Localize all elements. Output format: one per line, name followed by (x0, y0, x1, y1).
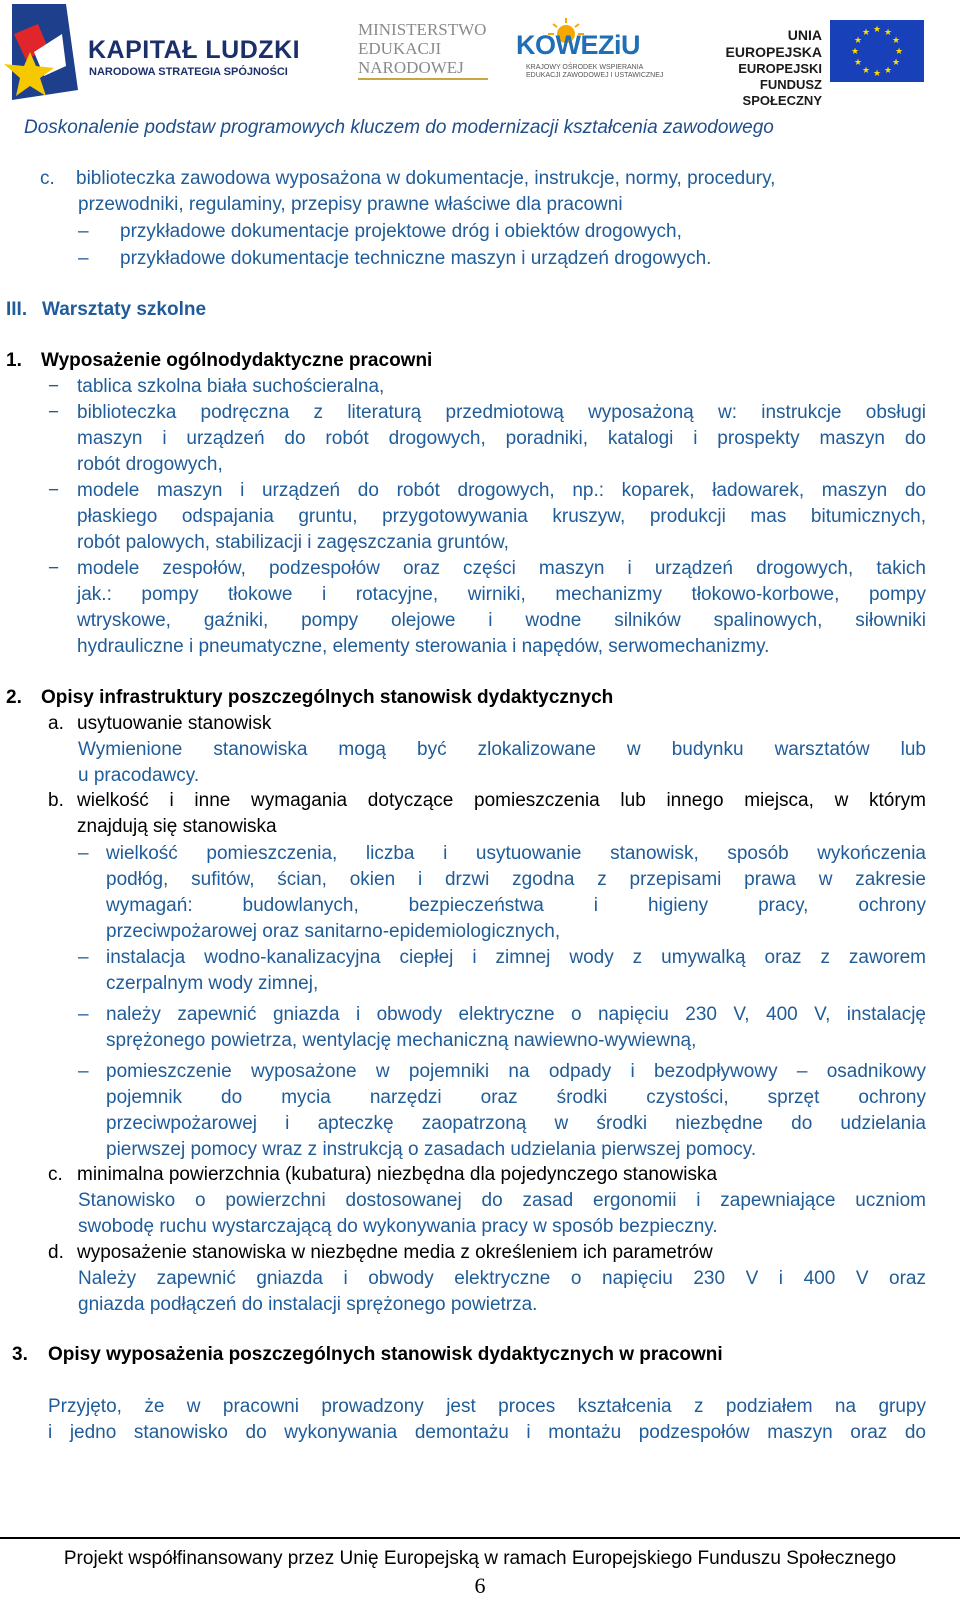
point-1-marker: 1. (6, 350, 22, 371)
svg-text:★: ★ (861, 28, 871, 38)
kapital-ludzki-subtitle: NARODOWA STRATEGIA SPÓJNOŚCI (89, 66, 288, 78)
point-2-b-marker: b. (48, 790, 64, 811)
section-c-line-1: biblioteczka zawodowa wyposażona w dokumentacje, instrukcje, normy, procedury, (76, 168, 776, 189)
point-1-bullet-3-line-1: modele maszyn i urządzeń do robót drogowych, np.: koparek, ładowarek, maszyn do (77, 480, 926, 501)
footer-rule (0, 1537, 960, 1539)
point-3-title: Opisy wyposażenia poszczególnych stanowisk dydaktycznych w pracowni (48, 1344, 723, 1365)
point-1-title: Wyposażenie ogólnodydaktyczne pracowni (41, 350, 433, 371)
dash-marker: – (78, 843, 89, 864)
dash-marker: – (78, 947, 89, 968)
dash-marker: – (78, 221, 89, 242)
koweziu-sub-line-1: KRAJOWY OŚRODEK WSPIERANIA (526, 64, 644, 71)
point-2-a-marker: a. (48, 713, 64, 734)
point-2-c-marker: c. (48, 1164, 63, 1185)
point-3-text-line-1: Przyjęto, że w pracowni prowadzony jest proces kształcenia z podziałem na grupy (48, 1396, 926, 1417)
header-logos (0, 0, 960, 110)
men-underline (358, 78, 488, 80)
dash-marker: – (78, 248, 89, 269)
point-1-bullet-4-line-4: hydrauliczne i pneumatyczne, elementy sterowania i napędów, serwomechanizmy. (77, 636, 770, 657)
point-1-bullet-4-line-2: jak.: pompy tłokowe i rotacyjne, wirniki, mechanizmy tłokowo-korbowe, pompy (77, 584, 926, 605)
point-2-d-text-line-1: Należy zapewnić gniazda i obwody elektryczne o napięciu 230 V i 400 V oraz (78, 1268, 926, 1289)
kapital-ludzki-title: KAPITAŁ LUDZKI (88, 36, 301, 64)
dash-marker: − (48, 558, 60, 579)
point-2-title: Opisy infrastruktury poszczególnych stanowisk dydaktycznych (41, 687, 614, 708)
svg-text:★: ★ (883, 28, 893, 38)
eu-line-3: FUNDUSZ SPOŁECZNY (742, 77, 822, 108)
point-2-a-title: usytuowanie stanowisk (77, 713, 272, 734)
point-2-b-item-3-line-2: sprężonego powietrza, wentylację mechaniczną nawiewno-wywiewną, (106, 1030, 697, 1051)
point-2-d-title: wyposażenie stanowiska w niezbędne media z określeniem ich parametrów (77, 1242, 713, 1263)
point-1-bullet-2-line-1: biblioteczka podręczna z literaturą przedmiotową wyposażoną w: instrukcje obsługi (77, 402, 926, 423)
footer-text: Projekt współfinansowany przez Unię Europejską w ramach Europejskiego Funduszu Społecznego (63, 1548, 897, 1569)
point-2-c-title: minimalna powierzchnia (kubatura) niezbędna dla pojedynczego stanowiska (77, 1164, 718, 1185)
section-c-marker: c. (40, 168, 55, 189)
point-2-b-item-4-line-3: przeciwpożarowej i apteczkę zaopatrzoną w środki niezbędne do udzielania (106, 1113, 926, 1134)
men-line-2: EDUKACJI (358, 39, 442, 58)
svg-text:★: ★ (872, 25, 882, 35)
svg-text:★: ★ (891, 58, 901, 68)
dash-marker: – (78, 1004, 89, 1025)
section-III-marker: III. (6, 299, 28, 320)
men-line-1: MINISTERSTWO (358, 20, 487, 39)
svg-text:★: ★ (891, 36, 901, 46)
section-c-line-2: przewodniki, regulaminy, przepisy prawne właściwe dla pracowni (78, 194, 623, 215)
eu-flag-icon (830, 20, 924, 82)
svg-text:★: ★ (894, 47, 904, 57)
dash-marker: − (48, 480, 60, 501)
point-2-b-item-4-line-2: pojemnik do mycia narzędzi oraz środki czystości, sprzęt ochrony (106, 1087, 926, 1108)
point-1-bullet-2-line-3: robót drogowych, (77, 454, 223, 475)
point-2-b-item-2-line-1: instalacja wodno-kanalizacyjna ciepłej i zimnej wody z umywalką oraz z zaworem (106, 947, 926, 968)
point-2-b-item-4-line-4: pierwszej pomocy wraz z instrukcją o zasadach udzielania pierwszej pomocy. (106, 1139, 757, 1160)
point-2-b-item-4-line-1: pomieszczenie wyposażone w pojemniki na odpady i bezodpływowy – osadnikowy (106, 1061, 926, 1082)
point-1-bullet-3-line-2: płaskiego odspajania gruntu, przygotowywania kruszyw, produkcji mas bitumicznych, (77, 506, 926, 527)
point-2-marker: 2. (6, 687, 22, 708)
koweziu-name: KOWEZiU (516, 30, 640, 60)
point-2-c-text-line-2: swobodę ruchu wystarczającą do wykonywania pracy w sposób bezpieczny. (78, 1216, 718, 1237)
point-2-d-marker: d. (48, 1242, 64, 1263)
svg-text:★: ★ (853, 36, 863, 46)
point-2-c-text-line-1: Stanowisko o powierzchni dostosowanej do zasad ergonomii i zapewniające uczniom (78, 1190, 926, 1211)
point-2-b-item-1-line-2: podłóg, sufitów, ścian, okien i drzwi zgodna z przepisami prawa w zakresie (106, 869, 926, 890)
point-1-bullet-4-line-1: modele zespołów, podzespołów oraz części maszyn i urządzeń drogowych, takich (77, 558, 926, 579)
point-2-b-item-3-line-1: należy zapewnić gniazda i obwody elektryczne o napięciu 230 V, 400 V, instalację (106, 1004, 926, 1025)
point-2-b-item-2-line-2: czerpalnym wody zimnej, (106, 973, 319, 994)
svg-text:★: ★ (861, 66, 871, 76)
eu-line-2: EUROPEJSKI (738, 61, 822, 76)
svg-text:★: ★ (872, 69, 882, 79)
point-2-d-text-line-2: gniazda podłączeń do instalacji sprężonego powietrza. (78, 1294, 538, 1315)
point-1-bullet-4-line-3: wtryskowe, gaźniki, pompy olejowe i wodne silników spalinowych, siłowniki (77, 610, 926, 631)
point-2-b-title-line-2: znajdują się stanowiska (77, 816, 277, 837)
dash-marker: – (78, 1061, 89, 1082)
point-2-a-text-line-2: u pracodawcy. (78, 765, 200, 786)
eu-line-1: UNIA EUROPEJSKA (725, 27, 822, 60)
koweziu-subtitle (526, 64, 663, 80)
section-III-title: Warsztaty szkolne (42, 299, 207, 320)
point-1-bullet-1: tablica szkolna biała suchościeralna, (77, 376, 385, 397)
point-2-a-text-line-1: Wymienione stanowiska mogą być zlokalizowane w budynku warsztatów lub (78, 739, 926, 760)
dash-marker: − (48, 376, 60, 397)
document-subtitle: Doskonalenie podstaw programowych kluczem do modernizacji kształcenia zawodowego (24, 117, 774, 138)
point-3-marker: 3. (12, 1344, 28, 1365)
point-3-text-line-2: i jedno stanowisko do wykonywania demontażu i montażu podzespołów maszyn oraz do (48, 1422, 926, 1443)
svg-text:★: ★ (850, 47, 860, 57)
svg-text:★: ★ (883, 66, 893, 76)
page-number: 6 (474, 1573, 486, 1598)
eu-text (690, 27, 822, 109)
point-2-b-item-1-line-1: wielkość pomieszczenia, liczba i usytuowanie stanowisk, sposób wykończenia (106, 843, 926, 864)
point-1-bullet-2-line-2: maszyn i urządzeń do robót drogowych, poradniki, katalogi i prospekty maszyn do (77, 428, 926, 449)
point-1-bullet-3-line-3: robót palowych, stabilizacji i zagęszczania gruntów, (77, 532, 509, 553)
men-logo (358, 20, 486, 77)
point-2-b-item-1-line-3: wymagań: budowlanych, bezpieczeństwa i higieny pracy, ochrony (106, 895, 926, 916)
dash-marker: − (48, 402, 60, 423)
kapital-ludzki-star-icon (4, 4, 82, 102)
koweziu-sub-line-2: EDUKACJI ZAWODOWEJ I USTAWICZNEJ (526, 72, 664, 79)
section-c-item-2: przykładowe dokumentacje techniczne maszyn i urządzeń drogowych. (120, 248, 712, 269)
svg-text:★: ★ (853, 58, 863, 68)
point-2-b-title-line-1: wielkość i inne wymagania dotyczące pomieszczenia lub innego miejsca, w którym (77, 790, 926, 811)
section-c-item-1: przykładowe dokumentacje projektowe dróg i obiektów drogowych, (120, 221, 682, 242)
point-2-b-item-1-line-4: przeciwpożarowej oraz sanitarno-epidemiologicznych, (106, 921, 561, 942)
men-line-3: NARODOWEJ (358, 58, 464, 77)
